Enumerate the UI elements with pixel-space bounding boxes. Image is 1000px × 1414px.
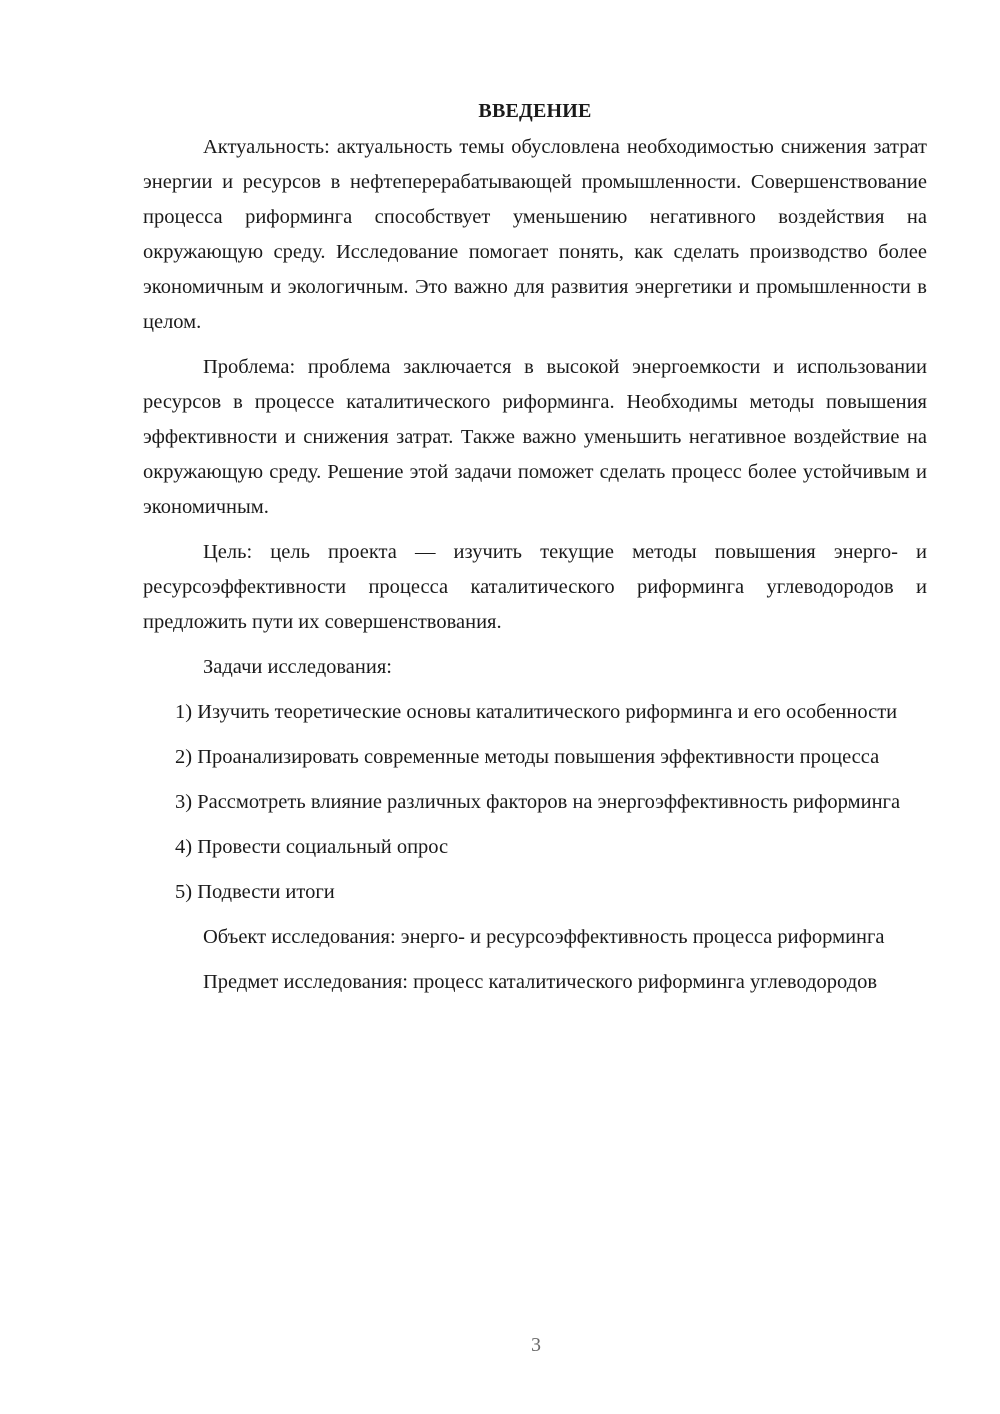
tasks-heading: Задачи исследования:: [203, 656, 392, 678]
task-item-5: 5) Подвести итоги: [175, 881, 335, 903]
research-subject-paragraph: Предмет исследования: процесс каталитического риформинга углеводородов: [203, 971, 878, 993]
task-item-2: 2) Проанализировать современные методы повышения эффективности процесса: [175, 746, 880, 768]
task-item-1: 1) Изучить теоретические основы каталитического риформинга и его особенности: [175, 701, 898, 723]
task-item-3: 3) Рассмотреть влияние различных факторов на энергоэффективность риформинга: [175, 791, 901, 813]
research-object-paragraph: Объект исследования: энерго- и ресурсоэффективность процесса риформинга: [203, 926, 885, 948]
goal-paragraph: Цель: цель проекта — изучить текущие методы повышения энерго- и ресурсоэффективности процесса каталитического риформинга углеводородов и предложить пути их совершенствования.: [143, 541, 927, 633]
problem-paragraph: Проблема: проблема заключается в высокой энергоемкости и использовании ресурсов в процессе каталитического риформинга. Необходимы методы повышения эффективности и снижения затрат. Также важно уменьшить негативное воздействие на окружающую среду. Решение этой задачи поможет сделать процесс более устойчивым и экономичным.: [143, 356, 927, 518]
page-number: 3: [531, 1334, 541, 1356]
section-title: ВВЕДЕНИЕ: [478, 100, 592, 122]
task-item-4: 4) Провести социальный опрос: [175, 836, 449, 858]
relevance-paragraph: Актуальность: актуальность темы обусловлена необходимостью снижения затрат энергии и ресурсов в нефтеперерабатывающей промышленности. Совершенствование процесса риформинга способствует уменьшению негативного воздействия на окружающую среду. Исследование помогает понять, как сделать производство более экономичным и экологичным. Это важно для развития энергетики и промышленности в целом.: [143, 136, 927, 333]
document-page: [143, 96, 927, 1010]
